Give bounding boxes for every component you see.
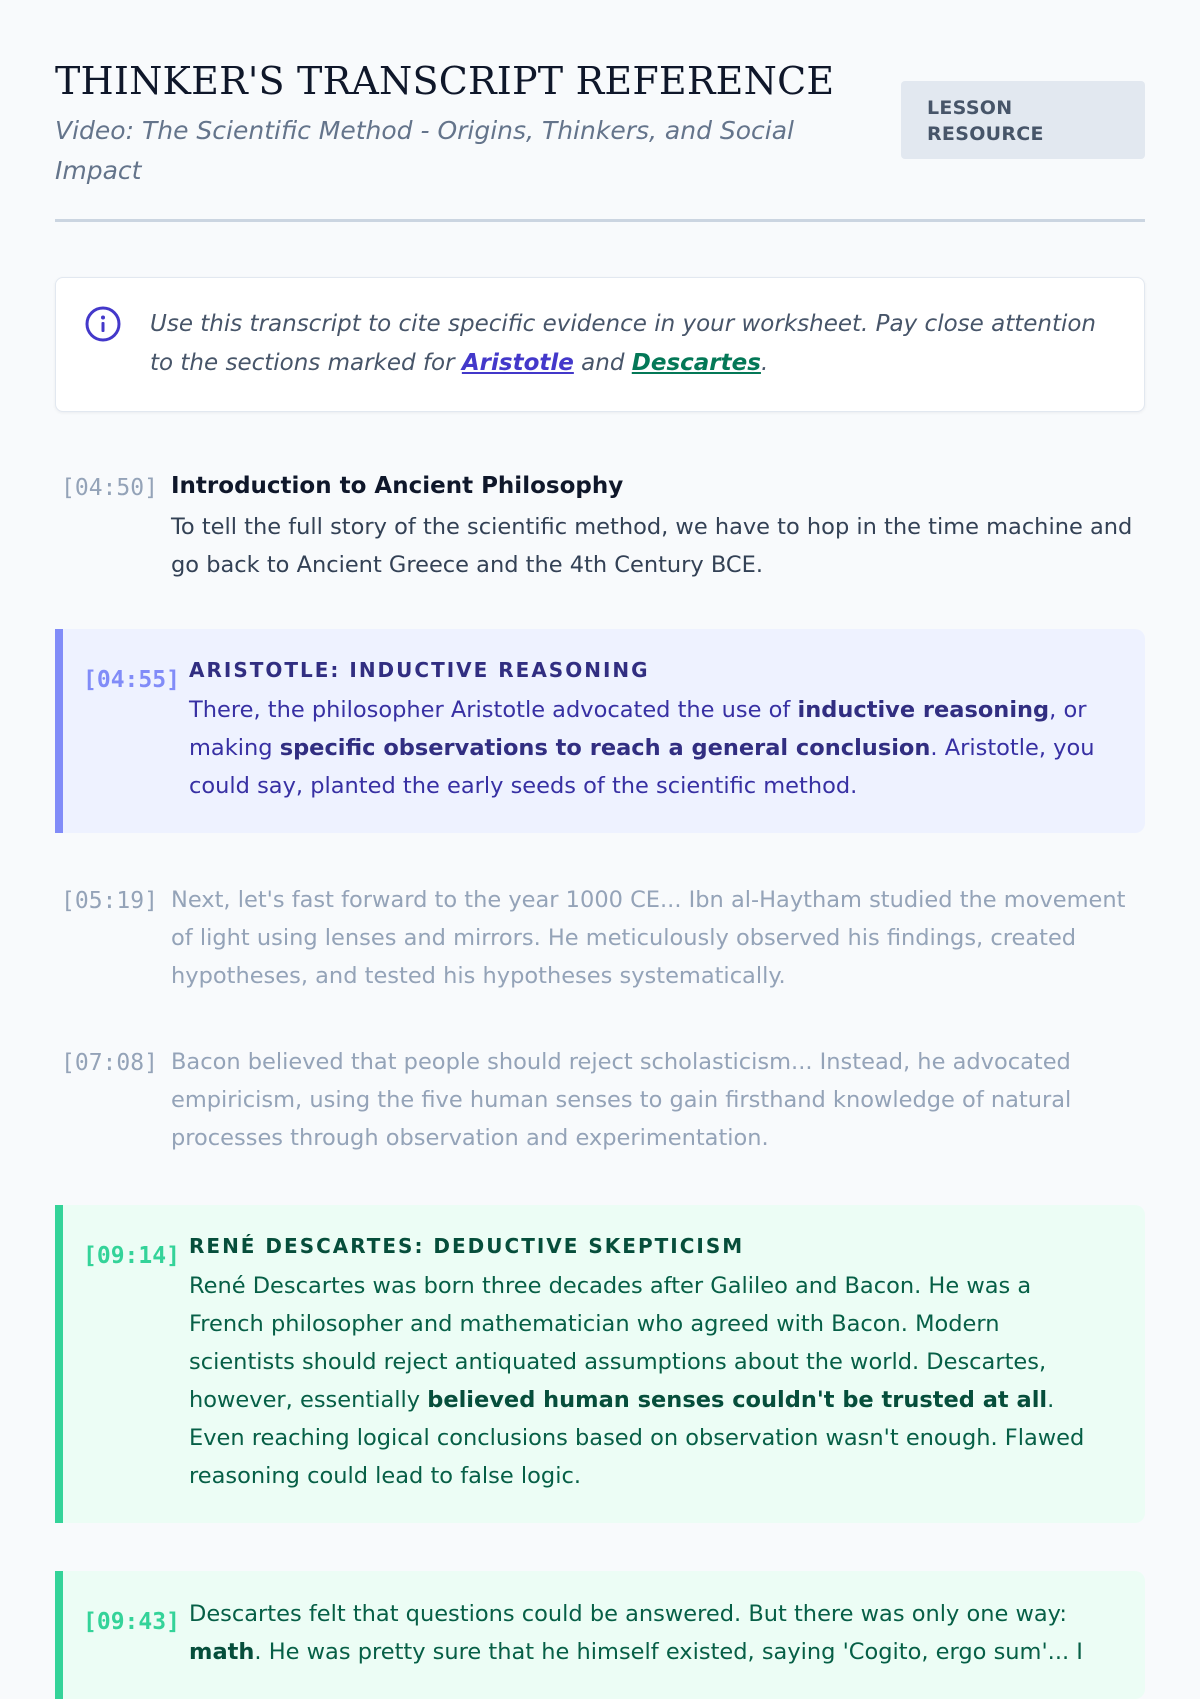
emphasis-text: specific observations to reach a general conclusion — [279, 735, 931, 761]
text-segment: Descartes felt that questions could be answered. But there was only one way: — [189, 1601, 1067, 1627]
text-segment: . Even reaching logical conclusions based on observation wasn't enough. Flawed reasoning could lead to false logic. — [189, 1387, 1085, 1489]
timestamp[interactable]: [07:08] — [61, 1050, 158, 1076]
entry-text: To tell the full story of the scientific method, we have to hop in the time machine and go back to Ancient Greece and the 4th Century BCE. — [171, 514, 1133, 578]
video-subtitle: Video: The Scientific Method - Origins, Thinkers, and Social Impact — [55, 116, 795, 185]
timestamp[interactable]: [04:50] — [61, 475, 158, 501]
aristotle-entry-card — [55, 629, 1145, 833]
transcript-entry-0519 — [55, 881, 1145, 995]
instruction-text — [150, 305, 1114, 383]
transcript-entry-0708 — [55, 1043, 1145, 1157]
entry-text — [189, 691, 1107, 805]
entry-text: Next, let's fast forward to the year 1000 CE... Ibn al-Haytham studied the movement of light using lenses and mirrors. He meticulously observed his findings, created hypotheses, and tested his hypotheses systematically. — [171, 887, 1126, 989]
entry-text — [189, 1595, 1107, 1671]
entry-body — [189, 653, 1107, 805]
entry-body — [189, 1229, 1107, 1495]
text-segment: , or making — [189, 697, 1087, 761]
instruction-note — [55, 277, 1145, 412]
text-segment: There, the philosopher Aristotle advocated the use of — [189, 697, 798, 723]
timestamp[interactable]: [04:55] — [83, 667, 180, 693]
lesson-resource-badge: LESSON RESOURCE — [901, 81, 1145, 159]
transcript-entry-0450 — [55, 468, 1145, 584]
note-text-end: . — [760, 350, 769, 376]
text-segment: . Aristotle, you could say, planted the early seeds of the scientific method. — [189, 735, 1095, 799]
page-title: THINKER'S TRANSCRIPT REFERENCE — [55, 59, 835, 103]
descartes-entry-card — [55, 1205, 1145, 1523]
emphasis-text: believed human senses couldn't be trusted at all — [427, 1387, 1048, 1413]
entry-heading: RENÉ DESCARTES: DEDUCTIVE SKEPTICISM — [189, 1234, 745, 1258]
timestamp[interactable]: [09:14] — [83, 1243, 180, 1269]
emphasis-text: math — [189, 1639, 255, 1665]
timestamp[interactable]: [09:43] — [83, 1609, 180, 1635]
entry-heading: ARISTOTLE: INDUCTIVE REASONING — [189, 658, 650, 682]
page-header — [55, 58, 1145, 222]
timestamp[interactable]: [05:19] — [61, 888, 158, 914]
entry-body — [189, 1595, 1107, 1671]
info-circle-icon — [84, 305, 122, 343]
emphasis-text: inductive reasoning — [797, 697, 1050, 723]
header-titles — [55, 58, 835, 191]
descartes-link[interactable]: Descartes — [631, 350, 761, 376]
text-segment: . He was pretty sure that he himself existed, saying 'Cogito, ergo sum'... I — [254, 1639, 1083, 1665]
entry-body — [171, 468, 1139, 584]
note-text-and: and — [573, 350, 632, 376]
descartes-math-entry-card — [55, 1571, 1145, 1699]
entry-heading: Introduction to Ancient Philosophy — [171, 473, 624, 499]
aristotle-link[interactable]: Aristotle — [461, 350, 574, 376]
entry-text: Bacon believed that people should reject scholasticism... Instead, he advocated empiricism, using the five human senses to gain firsthand knowledge of natural processes through observation and experimentation. — [171, 1049, 1072, 1151]
note-text-start: Use this transcript to cite specific evidence in your worksheet. Pay close attention to the sections marked for — [150, 311, 1097, 376]
transcript-entries — [55, 468, 1145, 1699]
entry-text — [189, 1267, 1107, 1495]
text-segment: René Descartes was born three decades after Galileo and Bacon. He was a French philosopher and mathematician who agreed with Bacon. Modern scientists should reject antiquated assumptions about the world. Descartes, however, essentially — [189, 1273, 1047, 1413]
